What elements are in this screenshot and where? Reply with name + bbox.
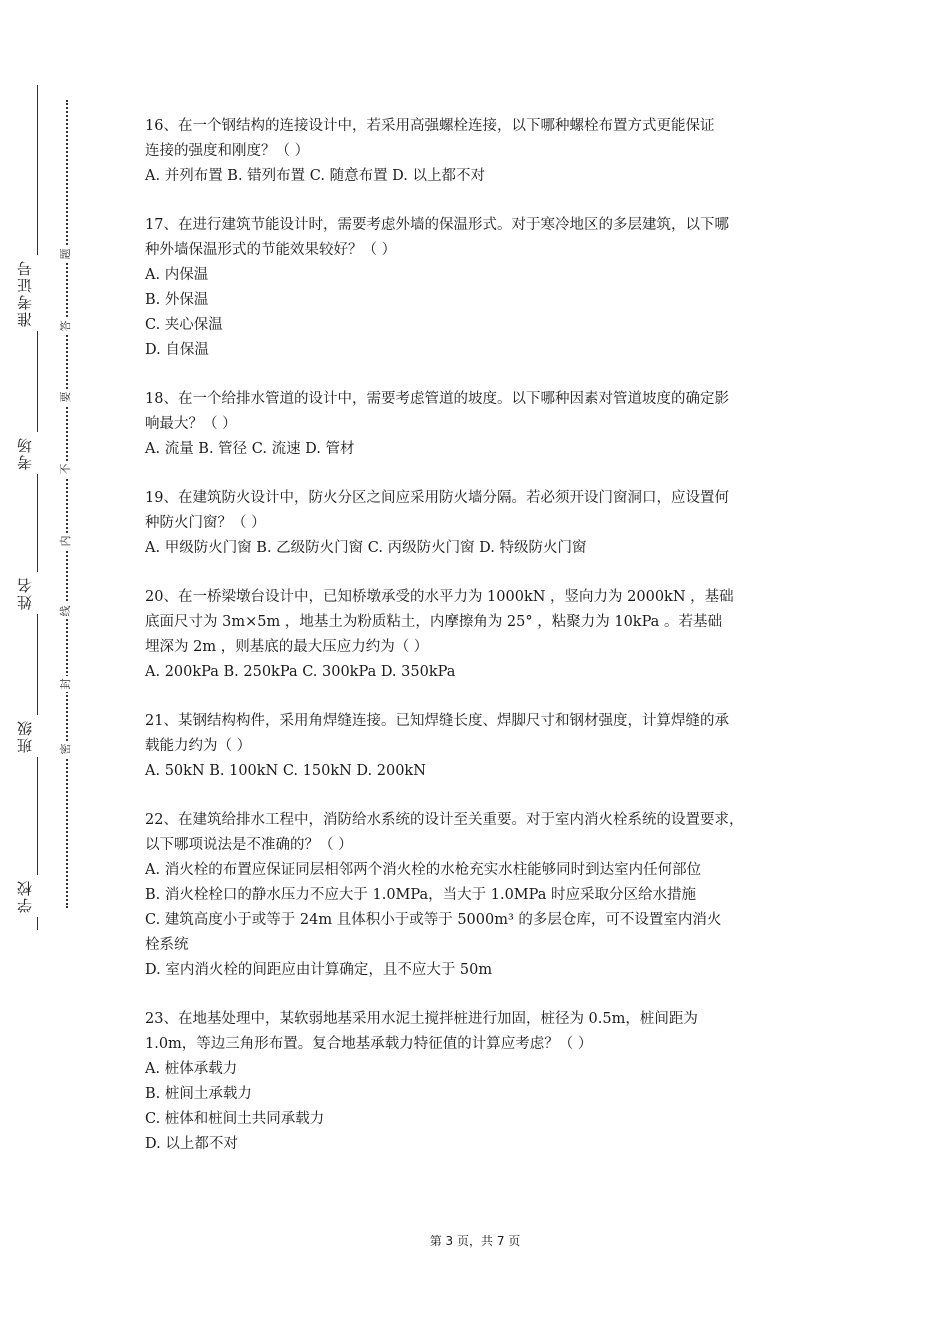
option-c: C. 桩体和桩间土共同承载力 bbox=[145, 1111, 325, 1127]
page-number: 第 3 页，共 7 页 bbox=[429, 1234, 521, 1248]
binding-margin bbox=[0, 0, 90, 1344]
question-list bbox=[145, 114, 835, 1181]
question-stem: 22、在建筑给排水工程中，消防给水系统的设计至关重要。对于室内消火栓系统的设置要求， 以下哪项说法是不准确的？（ ） bbox=[145, 812, 744, 853]
seal-char: 密 bbox=[57, 741, 75, 757]
field-exam-room: 考场 bbox=[14, 432, 58, 474]
question-stem: 18、在一个给排水管道的设计中，需要考虑管道的坡度。以下哪种因素对管道坡度的确定影 响最大？（ ） bbox=[145, 391, 729, 432]
option-a: A. 内保温 bbox=[145, 267, 209, 283]
seal-char: 答 bbox=[57, 318, 75, 334]
seal-char: 不 bbox=[57, 461, 75, 477]
option-c: C. 建筑高度小于或等于 24m 且体积小于或等于 5000m³ 的多层仓库，可不设置室内消火 栓系统 bbox=[145, 912, 722, 953]
question-23 bbox=[145, 1007, 835, 1157]
question-stem: 19、在建筑防火设计中，防火分区之间应采用防火墙分隔。若必须开设门窗洞口，应设置何 种防火门窗？（ ） bbox=[145, 490, 729, 531]
seal-char: 题 bbox=[57, 246, 75, 262]
question-20 bbox=[145, 585, 835, 685]
question-17 bbox=[145, 213, 835, 363]
option-line: A. 200kPa B. 250kPa C. 300kPa D. 350kPa bbox=[145, 664, 456, 680]
field-school: 学校 bbox=[14, 875, 58, 917]
seal-char: 封 bbox=[57, 676, 75, 692]
option-b: B. 桩间土承载力 bbox=[145, 1086, 252, 1102]
question-stem: 20、在一桥梁墩台设计中，已知桥墩承受的水平力为 1000kN ，竖向力为 2000kN ，基础 底面尺寸为 3m×5m ，地基土为粉质粘土，内摩擦角为 25° ，粘聚力为 10kPa 。若基础 埋深为 2m ，则基底的最大压应力约为（ ） bbox=[145, 589, 734, 655]
binding-solid-line bbox=[37, 85, 38, 930]
question-stem: 16、在一个钢结构的连接设计中，若采用高强螺栓连接，以下哪种螺栓布置方式更能保证 连接的强度和刚度？（ ） bbox=[145, 118, 715, 159]
field-admission-number: 准考证号 bbox=[14, 255, 58, 331]
seal-char: 内 bbox=[57, 533, 75, 549]
option-b: B. 消火栓栓口的静水压力不应大于 1.0MPa，当大于 1.0MPa 时应采取分区给水措施 bbox=[145, 887, 697, 903]
option-d: D. 自保温 bbox=[145, 342, 209, 358]
option-line: A. 甲级防火门窗 B. 乙级防火门窗 C. 丙级防火门窗 D. 特级防火门窗 bbox=[145, 540, 587, 556]
binding-dotted-line bbox=[66, 100, 68, 908]
seal-char: 线 bbox=[57, 603, 75, 619]
field-name: 姓名 bbox=[14, 572, 58, 614]
question-19 bbox=[145, 486, 835, 561]
option-d: D. 室内消火栓的间距应由计算确定，且不应大于 50m bbox=[145, 962, 493, 978]
option-d: D. 以上都不对 bbox=[145, 1136, 238, 1152]
option-a: A. 桩体承载力 bbox=[145, 1061, 238, 1077]
option-line: A. 并列布置 B. 错列布置 C. 随意布置 D. 以上都不对 bbox=[145, 168, 486, 184]
option-a: A. 消火栓的布置应保证同层相邻两个消火栓的水枪充实水柱能够同时到达室内任何部位 bbox=[145, 862, 702, 878]
option-b: B. 外保温 bbox=[145, 292, 209, 308]
option-line: A. 50kN B. 100kN C. 150kN D. 200kN bbox=[145, 763, 426, 779]
question-21 bbox=[145, 709, 835, 784]
question-22 bbox=[145, 808, 835, 983]
question-stem: 23、在地基处理中，某软弱地基采用水泥土搅拌桩进行加固，桩径为 0.5m，桩间距为 1.0m，等边三角形布置。复合地基承载力特征值的计算应考虑？（ ） bbox=[145, 1011, 698, 1052]
question-stem: 17、在进行建筑节能设计时，需要考虑外墙的保温形式。对于寒冷地区的多层建筑，以下哪 种外墙保温形式的节能效果较好？（ ） bbox=[145, 217, 729, 258]
option-line: A. 流量 B. 管径 C. 流速 D. 管材 bbox=[145, 441, 355, 457]
field-class: 班级 bbox=[14, 715, 58, 757]
option-c: C. 夹心保温 bbox=[145, 317, 223, 333]
seal-char: 要 bbox=[57, 389, 75, 405]
question-stem: 21、某钢结构构件，采用角焊缝连接。已知焊缝长度、焊脚尺寸和钢材强度，计算焊缝的承 载能力约为（ ） bbox=[145, 713, 729, 754]
question-16 bbox=[145, 114, 835, 189]
question-18 bbox=[145, 387, 835, 462]
